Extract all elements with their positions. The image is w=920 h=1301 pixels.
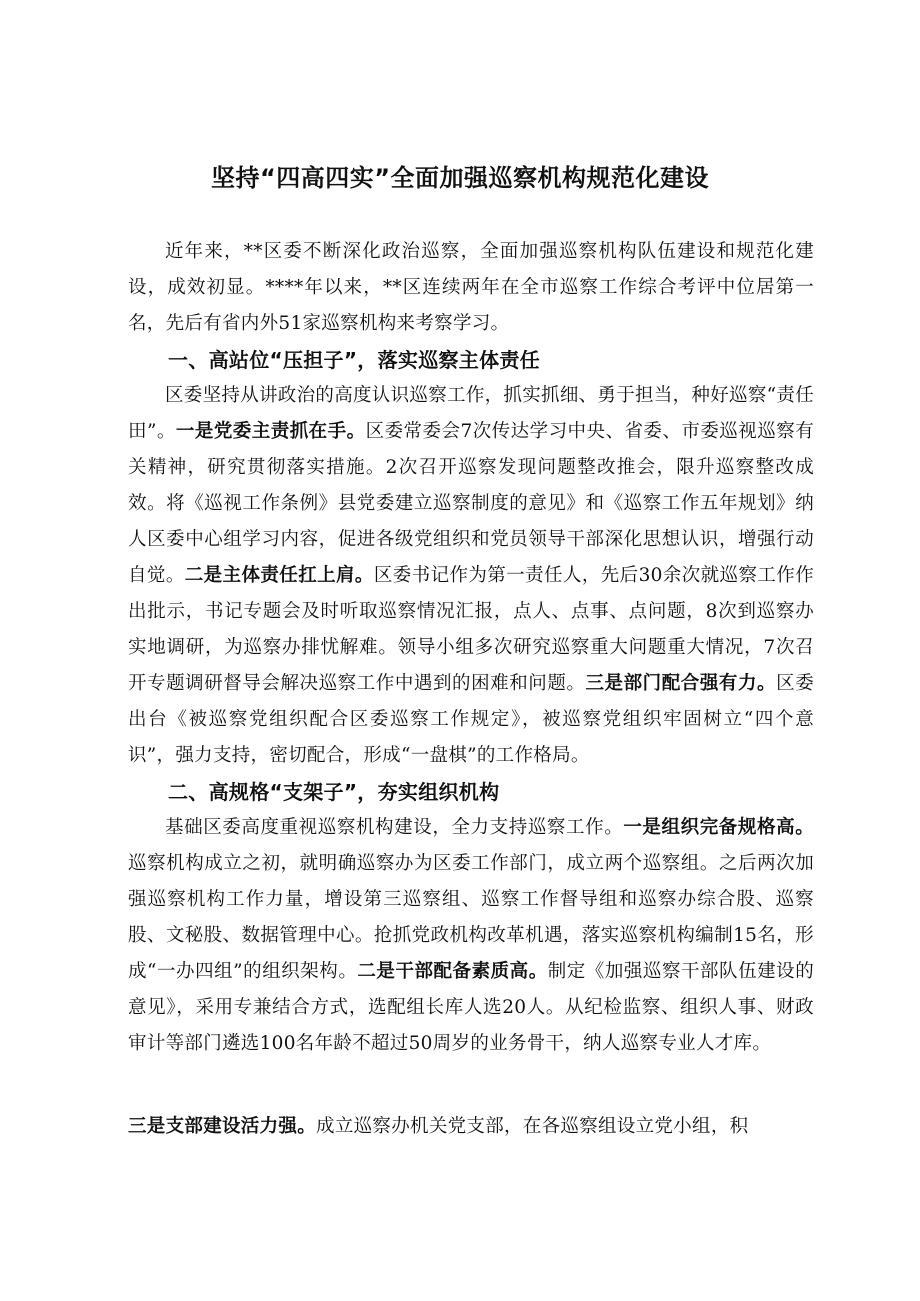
section-2-text-c: 制定《加强巡察干部队伍建设的意见》，采用专兼结合方式，选配组长库人选20人。从纪检监察、组织人事、财政审计等部门遴选100名年龄不超过50周岁的业务骨干，纳人巡察专业人才库。 (128, 961, 814, 1054)
section-2-text-b: 巡察机构成立之初，就明确巡察办为区委工作部门，成立两个巡察组。之后两次加强巡察机构工作力量，增设第三巡察组、巡察工作督导组和巡察办综合股、巡察股、文秘股、数据管理中心。抢抓党政机构改革机遇，落实巡察机构编制15名，形成“一办四组”的组织架构。 (128, 853, 814, 982)
section-1-paragraph (128, 378, 814, 774)
section-1-text-b: 区委常委会7次传达学习中央、省委、市委巡视巡察有关精神，研究贯彻落实措施。2次召开巡察发现问题整改推会，限升巡察整改成效。将《巡视工作条例》县党委建立巡察制度的意见》和《巡察工作五年规划》纳人区委中心组学习内容，促进各级党组织和党员领导干部深化思想认识，增强行动自觉。 (128, 421, 814, 586)
section-1-text-d: 区委出台《被巡察党组织配合区委巡察工作规定》，被巡察党组织牢固树立“四个意识”，强力支持，密切配合，形成“一盘棋”的工作格局。 (128, 673, 814, 766)
document-body (128, 234, 814, 1062)
section-2-point-1: 一是组织完备规格高。 (623, 817, 814, 838)
continuation-text: 成立巡察办机关党支部，在各巡察组设立党小组，积 (316, 1116, 749, 1137)
section-2-point-2: 二是干部配备素质高。 (357, 961, 548, 982)
section-1-heading: 一、高站位“压担子”，落实巡察主体责任 (168, 348, 540, 372)
continuation-paragraph (128, 1109, 814, 1145)
section-2-paragraph (128, 810, 814, 1062)
section-1-text-a: 区委坚持从讲政治的高度认识巡察工作，抓实抓细、勇于担当，种好巡察“责任田”。 (128, 385, 814, 442)
section-1-point-1: 一是党委主责抓在手。 (175, 421, 366, 442)
section-1-point-2: 二是主体责任扛上肩。 (184, 565, 374, 586)
section-2-point-3: 三是支部建设活力强。 (128, 1116, 317, 1137)
section-2-text-a: 基础区委高度重视巡察机构建设，全力支持巡察工作。 (165, 817, 624, 838)
intro-paragraph: 近年来，**区委不断深化政治巡察，全面加强巡察机构队伍建设和规范化建设，成效初显。****年以来，**区连续两年在全市巡察工作综合考评中位居第一名，先后有省内外51家巡察机构来考察学习。 (128, 241, 814, 334)
section-1-text-c: 区委书记作为第一责任人，先后30余次就巡察工作作出批示，书记专题会及时听取巡察情况汇报，点人、点事、点问题，8次到巡察办实地调研，为巡察办排忧解难。领导小组多次研究巡察重大问题重大情况，7次召开专题调研督导会解决巡察工作中遇到的困难和问题。 (128, 565, 814, 694)
section-1-point-3: 三是部门配合强有力。 (585, 673, 777, 694)
section-2-heading: 二、高规格“支架子”，夯实组织机构 (168, 780, 500, 804)
page-title: 坚持“四高四实”全面加强巡察机构规范化建设 (210, 164, 710, 192)
